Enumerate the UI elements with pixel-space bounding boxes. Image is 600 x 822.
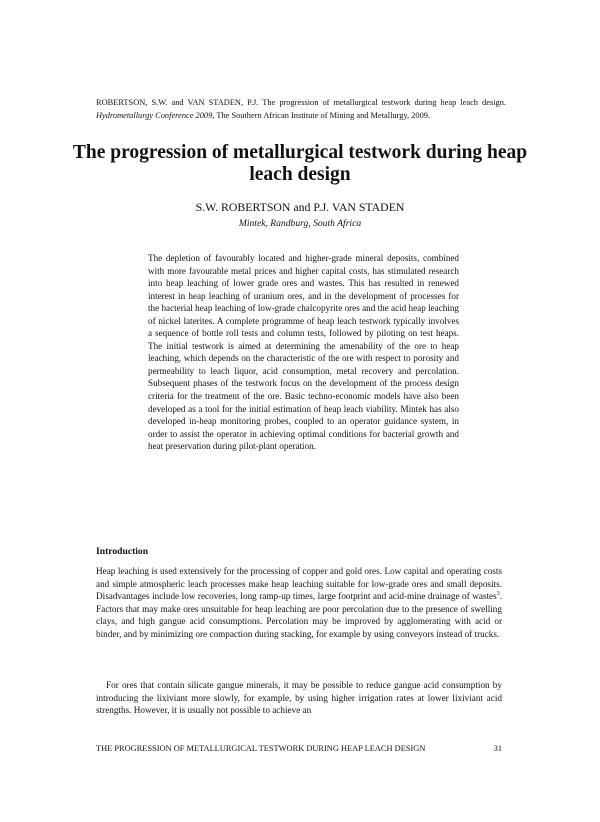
reference-marker: 3 [496,591,500,598]
page-number: 31 [493,744,502,753]
citation-publisher: , The Southern African Institute of Mining and Metallurgy, 2009. [212,110,431,120]
citation-header [96,97,506,122]
citation-authors: ROBERTSON, S.W. and VAN STADEN, P.J. [96,98,259,107]
abstract: The depletion of favourably located and higher-grade mineral deposits, combined with more favourable metal prices and higher capital costs, has stimulated research into heap leaching of lower grade ores and wastes. This has resulted in renewed interest in heap leaching of uranium ores, and in the development of processes for the bacterial heap leaching of low-grade chalcopyrite ores and the acid heap leaching of nickel laterites. A complete programme of heap leach testwork typically involves a sequence of bottle roll tests and column tests, followed by piloting on test heaps. The initial testwork is aimed at determining the amenability of the ore to heap leaching, which depends on the characteristic of the ore with respect to porosity and permeability to leach liquor, acid consumption, metal recovery and percolation. Subsequent phases of the testwork focus on the development of the process design criteria for the treatment of the ore. Basic techno-economic models have also been developed as a tool for the initial estimation of heap leach viability. Mintek has also developed in-heap monitoring probes, coupled to an operator guidance system, in order to assist the operator in achieving optimal conditions for bacterial growth and heat preservation during pilot-plant operation. [148,253,459,452]
author-names: S.W. ROBERTSON and P.J. VAN STADEN [195,200,405,214]
running-title: THE PROGRESSION OF METALLURGICAL TESTWORK DURING HEAP LEACH DESIGN [96,744,426,753]
citation-venue: Hydrometallurgy Conference 2009 [96,110,213,120]
page-footer [96,744,502,753]
paper-title: The progression of metallurgical testwork during heap leach design [72,142,528,185]
introduction-paragraph-2: For ores that contain silicate gangue minerals, it may be possible to reduce gangue acid consumption by introducing the lixiviant more slowly, for example, by using higher irrigation rates at lower lixiviant acid strengths. However, it is usually not possible to achieve an [96,680,502,716]
citation-title: The progression of metallurgical testwork during heap leach design. [262,98,507,107]
para1-text-after-ref: . Factors that may make ores unsuitable for heap leaching are poor percolation due to the presence of swelling clays, and high gangue acid consumptions. Percolation may be improved by agglomerating with acid or binder, and by minimizing ore compaction during stacking, for example by using conveyors instead of trucks. [96,591,502,639]
para1-text-before-ref: Heap leaching is used extensively for the processing of copper and gold ores. Low capital and operating costs and simple atmospheric leach processes make heap leaching suitable for low-grade ores and small deposits. Disadvantages include low recoveries, long ramp-up times, large footprint and acid-mine drainage of wastes [96,566,502,602]
introduction-paragraph-1 [96,565,502,640]
section-heading-introduction: Introduction [96,546,149,557]
author-affiliation: Mintek, Randburg, South Africa [238,218,362,229]
